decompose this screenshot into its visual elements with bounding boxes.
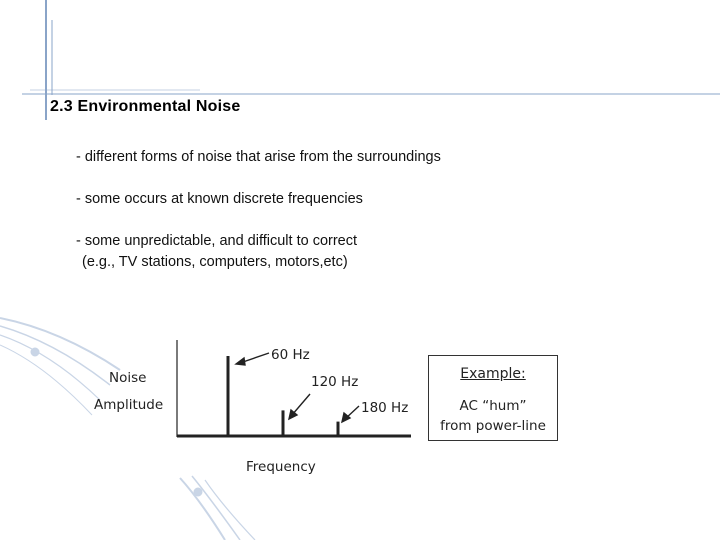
peak-label-60hz: 60 Hz xyxy=(271,347,310,363)
example-line-1: AC “hum” xyxy=(459,398,527,414)
peak-lines xyxy=(228,356,338,436)
peak-label-120hz: 120 Hz xyxy=(311,374,359,390)
example-box xyxy=(428,355,558,441)
y-axis-label-line1: Noise xyxy=(109,370,147,386)
peak-label-180hz: 180 Hz xyxy=(361,400,409,416)
bullet-point: - some unpredictable, and difficult to correct xyxy=(76,233,358,249)
noise-spectrum-figure xyxy=(88,335,568,485)
bullet-point: - different forms of noise that arise from the surroundings xyxy=(76,149,441,165)
x-axis-label: Frequency xyxy=(246,459,316,475)
bullet-point: - some occurs at known discrete frequencies xyxy=(76,191,363,207)
example-title: Example: xyxy=(460,366,526,382)
example-line-2: from power-line xyxy=(440,418,546,434)
slide-title: 2.3 Environmental Noise xyxy=(50,98,241,115)
y-axis-label-line2: Amplitude xyxy=(94,397,164,413)
bullet-continuation: (e.g., TV stations, computers, motors,etc) xyxy=(82,254,348,270)
